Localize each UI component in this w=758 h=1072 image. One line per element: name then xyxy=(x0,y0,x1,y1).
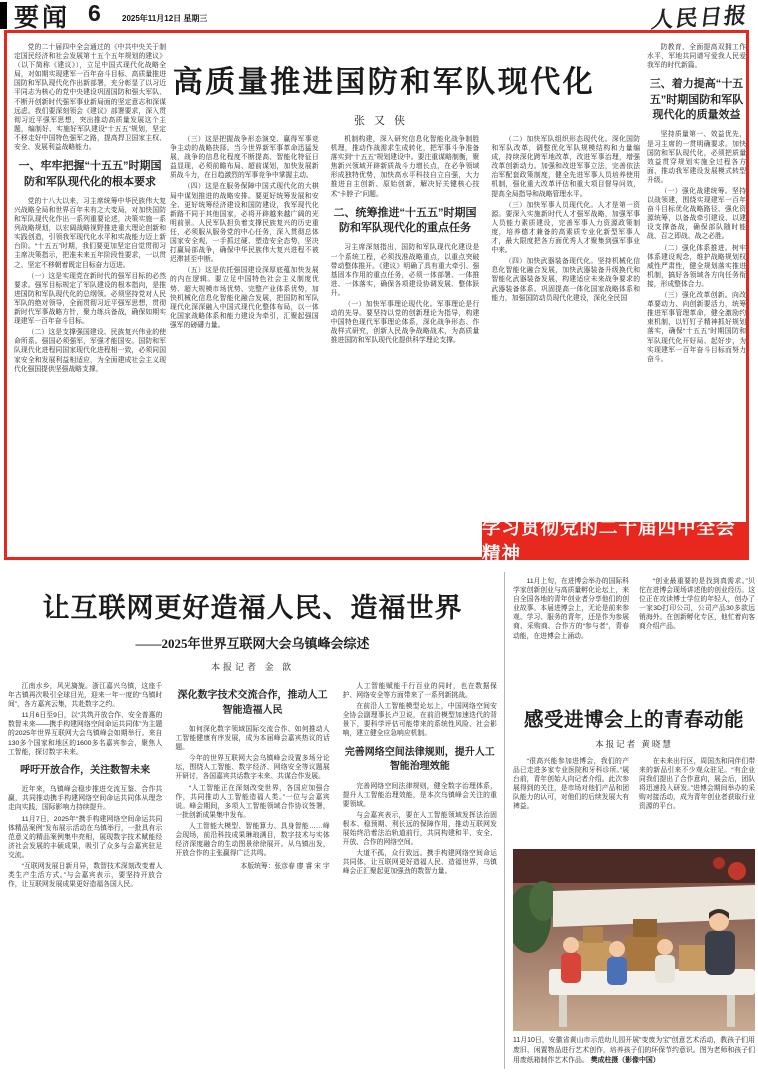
expo-top-columns xyxy=(513,577,755,695)
internet-columns xyxy=(8,682,497,1054)
internet-headline: 让互联网更好造福人民、造福世界 xyxy=(42,593,463,623)
lead-paragraph: （三）强化改革创新。向改革要动力、向创新要活力，统筹推进军事管理革命，健全激励约束机制，以钉钉子精神抓好规划落实，确保“十五五”时期国防和军队现代化开好局、起好步，为实现建军一百年奋斗目标而努力奋斗。 xyxy=(647,292,746,363)
lead-paragraph: 党的十八大以来，习主席统筹中华民族伟大复兴战略全局和世界百年未有之大变局，对加快国防和军队现代化作出一系列重要论述，决策实施一系列战略规划，以宏阔战略视野推进重大理论创新和实践创造，引领我军现代化水平和实战能力迈上新台阶。“十五五”时期，我们要更加坚定自觉贯彻习主席决策指示，把准未来五年阶段性要求，一以贯之、坚定不移朝着既定目标奋力迈进。 xyxy=(14,197,166,269)
internet-paragraph: 11月6日至9日，以“共筑开放合作、安全普惠的数智未来——携手构建网络空间命运共同体”为主题的2025年世界互联网大会乌镇峰会如期举行。来自130多个国家和地区的1600多名嘉宾参会，聚焦人工智能，探讨数字未来。 xyxy=(8,712,163,756)
expo-column xyxy=(513,757,629,843)
corner-bar xyxy=(0,2,7,29)
lead-paragraph: 坚持质量第一、效益优先，是习主席的一贯明确要求。加快国防和军队现代化，必须把质量效益贯穿规划实施全过程各方面，推动我军建设发展模式转型升级。 xyxy=(647,131,746,184)
page-number: 6 xyxy=(88,0,101,26)
internet-column-3 xyxy=(343,682,497,1054)
expo-paragraph: 11月上旬，在进博会举办的国际科学家创新创业与高质量孵化论坛上，来自全国各地的青年创业者分享他们的创业故事。本届进博会上，无论是前来参观、学习、服务的青年，还是作为参展商、采购商、合作方的“参与者”，青春动能，在进博会上涌动。 xyxy=(513,578,629,640)
lead-author: 张又侠 xyxy=(354,115,414,127)
internet-subtitle: ——2025年世界互联网大会乌镇峰会综述 xyxy=(135,636,370,651)
internet-column-1 xyxy=(8,682,162,1054)
lead-article-box xyxy=(4,30,749,564)
internet-paragraph: 今年的世界互联网大会乌镇峰会设置多场分论坛，围绕人工智能、数字经济、网络安全等议题展开研讨，各国嘉宾共话数字未来、共谋合作发展。 xyxy=(175,755,330,781)
internet-paragraph: 江南水乡，风光旖旎。浙江嘉兴乌镇，这座千年古镇再次吸引全球目光，迎来一年一度的“乌镇时间”，各方嘉宾云集，共赴数字之约。 xyxy=(8,683,163,709)
lead-column-4 xyxy=(491,135,640,549)
study-banner: 学习贯彻党的二十届四中全会精神 xyxy=(482,522,746,557)
internet-column-2 xyxy=(175,682,329,1054)
internet-subhead-3: 完善网络空间法律规则，提升人工智能治理效能 xyxy=(344,746,495,773)
expo-mid-columns xyxy=(513,757,755,843)
internet-article xyxy=(8,572,497,1054)
internet-paragraph: “互联网发展日新月异，数智技术深刻改变着人类生产生活方式。”与会嘉宾表示，要坚持开放合作，让互联网发展成果更好造福各国人民。 xyxy=(8,863,163,889)
photo-caption xyxy=(513,1036,755,1066)
expo-byline: 本报记者 黄晓慧 xyxy=(595,739,673,749)
expo-article xyxy=(504,572,755,1069)
internet-paragraph: “人工智能正在深刻改变世界，各国应加强合作，共同推动人工智能造福人类。”一位与会嘉宾说。峰会期间，多项人工智能领域合作协议签署，一批创新成果集中发布。 xyxy=(175,784,330,819)
expo-column xyxy=(513,577,629,695)
section-heading-1: 一、牢牢把握“十五五”时期国防和军队现代化的根本要求 xyxy=(18,160,162,188)
internet-paragraph: 完善网络空间法律规则，健全数字治理体系，提升人工智能治理效能，是本次乌镇峰会关注的重要领域。 xyxy=(342,782,497,808)
section-heading-3: 三、着力提高“十五五”时期国防和军队现代化的质量效益 xyxy=(649,78,744,122)
internet-byline: 本报记者 金 歆 xyxy=(210,662,294,672)
lead-paragraph: （三）加快军事人员现代化。人才是第一资源。要深入实施新时代人才强军战略，加强军事人员能力素质建设，完善军事人力资源政策制度，培养德才兼备的高素质专业化新型军事人才，最大限度把各方面优秀人才聚集到强军事业中来。 xyxy=(491,201,641,255)
expo-column xyxy=(639,757,755,843)
section-label: 要闻 xyxy=(14,4,71,32)
lead-paragraph: 习主席深刻指出，国防和军队现代化建设是一个系统工程，必须找准战略重点，以重点突破带动整体推开。《建议》明确了具有重大牵引、强基固本作用的重点任务，必须一体部署、一体推进、一体落实，确保各项建设协调发展、整体跃升。 xyxy=(330,244,480,297)
lead-paragraph: 防教育、全面提高双拥工作水平，军地共同谱写爱我人民爱我军的时代新篇。 xyxy=(647,44,746,70)
lead-column-2 xyxy=(170,135,319,549)
lead-paragraph: （一）加快军事理论现代化。军事理论是行动的先导。要坚持以党的创新理论为指导，构建中国特色现代军事理论体系，深化战争形态、作战样式研究，创新人民战争战略战术，为高质量推进国防和军队现代化提供科学理论支撑。 xyxy=(330,301,480,345)
internet-paragraph: 11月7日，2025年“携手构建网络空间命运共同体精品案例”发布展示活动在乌镇举行，一批具有示范意义的精品案例集中亮相，展现数字技术赋能经济社会发展的丰硕成果，吸引了众多与会嘉宾驻足交流。 xyxy=(8,815,163,859)
lead-paragraph: （四）这是在服务保障中国式现代化的大棋局中谋划推进的战略安排。要更好统筹发展和安全、更好统筹经济建设和国防建设，我军现代化新路不同于其他国家，必将开辟越来越广阔的光明前景。人民军队担负着支撑民族复兴的历史重任，必须服从服务党的中心任务，深入贯彻总体国家安全观，一手抓过硬、塑造安全态势，坚决打赢局部战争，确保中华民族伟大复兴进程不被迟滞甚至中断。 xyxy=(170,183,319,264)
lead-column-1 xyxy=(14,43,166,547)
lead-column-5 xyxy=(647,43,746,547)
lead-paragraph: （二）加快军队组织形态现代化。深化国防和军队改革，调整优化军队规模结构和力量编成，持续深化跨军地改革，改进军事治理，增强改革创新动力。加强和改进军事立法，完善依法治军配套政策制度，健全先进军事人员培养使用机制，强化重大改革评估和重大项目督导问效，提高全局指导和战略管理水平。 xyxy=(491,136,641,198)
lead-column-3 xyxy=(331,135,480,549)
internet-paragraph: 大道不孤，众行致远。携手构建网络空间命运共同体，让互联网更好造福人民、造福世界，乌镇峰会正汇聚起更加强劲的数智力量。 xyxy=(342,850,497,876)
lead-headline: 高质量推进国防和军队现代化 xyxy=(172,66,596,99)
internet-paragraph: 如何深化数字领域国际交流合作、如何推动人工智能健康有序发展，成为本届峰会嘉宾热议的话题。 xyxy=(175,726,330,752)
expo-headline: 感受进博会上的青春动能 xyxy=(523,710,744,731)
masthead-logo: 人民日报 xyxy=(649,2,750,33)
internet-paragraph: 在前沿人工智能模型论坛上，中国网络空间安全协会副理事长卢卫说，在前沿模型加速迭代的背景下，要科学评估可能带来的系统性风险、社会影响，建立健全应急响应机制。 xyxy=(342,703,497,738)
lead-paragraph: 机制构建，深入研究信息化智能化战争制胜机理，推动作战需求生成转化，把军事斗争准备落实到“十五五”规划建设中。要注重谋略制衡，聚焦新兴领域开辟新质战斗力增长点，在必争领域形成独特优势，加快高水平科技自立自强，大力推进自主创新、原始创新，解决好关键核心技术“卡脖子”问题。 xyxy=(330,136,480,198)
expo-paragraph: “创业最重要的是找到真需求。”贝佗在进博会现场讲述他的创业经历。这位正在攻读博士学位的年轻人，创办了一家3D打印公司，公司产品30多款远销海外。在创新孵化专区，他忙着向客商介绍产品。 xyxy=(639,578,755,631)
lead-middle-columns xyxy=(170,135,640,549)
lead-paragraph: （二）这是支撑强国建设、民族复兴伟业的使命所系。强国必须强军，军强才能国安。国防和军队现代化进程同国家现代化进程相一致，必须同国家安全和发展利益相适应，为全面建成社会主义现代化强国提供坚强战略支撑。 xyxy=(14,329,166,373)
news-photo xyxy=(513,849,755,1031)
lead-headline-block xyxy=(170,57,598,128)
lead-paragraph: （三）这是把握战争形态演变、赢得军事竞争主动的战略抉择。当今世界新军事革命迅猛发展，战争的信息化程度不断提高、智能化特征日益显现，必须前瞻布局、超前谋划，加快发展新质战斗力，在日趋激烈的军事竞争中掌握主动。 xyxy=(170,136,319,180)
section-heading-2: 二、统筹推进“十五五”时期国防和军队现代化的重点任务 xyxy=(333,206,477,235)
internet-paragraph: 近年来，乌镇峰会稳步推进交流互鉴、合作共赢，共同推动携手构建网络空间命运共同体从理念走向实践，国际影响力持续提升。 xyxy=(8,786,163,812)
lead-paragraph: （五）这是依托强国建设深厚底蕴加快发展的内在逻辑。要立足中国特色社会主义制度优势、超大规模市场优势、完整产业体系优势，加快机械化信息化智能化融合发展，把国防和军队现代化深深融入中国式现代化整体布局，以一体化国家战略体系和能力建设为牵引，汇聚起强国强军的磅礴力量。 xyxy=(170,267,319,329)
internet-credit: 本版统筹：张彦春 廖 睿 宋 宇 xyxy=(240,863,330,871)
internet-paragraph: 人工智能大模型、智能算力、具身智能……峰会现场，前沿科技成果琳琅满目，数字技术与实体经济深度融合的生动图景徐徐展开。从乌镇出发，开放合作的主张赢得广泛共鸣。 xyxy=(175,822,330,858)
lead-paragraph: （四）加快武器装备现代化。坚持机械化信息化智能化融合发展，加快武器装备升级换代和智能化武器装备发展，构建适应未来战争要求的武器装备体系。巩固提高一体化国家战略体系和能力，加强国防动员现代化建设，深化全民国 xyxy=(491,258,641,302)
expo-paragraph: “很高兴能参加进博会，我们的产品已走进多家专业医院和牙科诊所。”展台前，青年创始人向记者介绍。此次参展得到的关注，是市场对他们产品和团队能力的认可，对他们的后续发展大有裨益。 xyxy=(513,758,629,811)
lead-paragraph: （一）这是实现党在新时代的强军目标的必然要求。强军目标规定了军队建设的根本指向，是推进国防和军队现代化的总纲领。必须坚持党对人民军队的绝对领导，全面贯彻习近平强军思想，贯彻新时代军事战略方针，聚力练兵备战，确保如期实现建军一百年奋斗目标。 xyxy=(14,272,166,326)
expo-column xyxy=(639,577,755,695)
internet-subhead-2: 深化数字技术交流合作，推动人工智能造福人民 xyxy=(177,690,328,716)
internet-paragraph: 与会嘉宾表示，要在人工智能领域发挥法治固根本、稳预期、利长远的保障作用，推动互联网发展始终沿着法治轨道前行，共同构建和平、安全、开放、合作的网络空间。 xyxy=(342,811,497,847)
internet-paragraph: 人工智能赋能千行百业的同时，也在数据保护、网络安全等方面带来了一系列新挑战。 xyxy=(342,683,497,700)
lead-paragraph: （二）强化体系推进。树牢体系建设观念，维护战略规划权威性严肃性，健全规划落实推进机制，搞好各领域各方向任务衔接，形成整体合力。 xyxy=(647,244,746,288)
internet-subhead-1: 呼吁开放合作，关注数智未来 xyxy=(20,764,151,776)
expo-paragraph: 在未来出行区，周国杰和同伴们带来的新品引来不少观众驻足。“有企业同我们提出了合作意向，展会后，团队将迅速投入研发。”进博会期间举办的采购对接活动，成为青年创业者获取行业资源的平台。 xyxy=(639,758,755,811)
photo-caption-text: 11月10日，安徽省黄山市示范幼儿园开展“变废为宝”创意艺术活动，教孩子们用废旧、闲置物品进行艺术创作，培养孩子们的环保节约意识。图为老师和孩子们用废纸箱制作艺术作品。 xyxy=(513,1037,755,1064)
date-line: 2025年11月12日 星期三 xyxy=(122,14,208,23)
lead-paragraph: 党的二十届四中全会通过的《中共中央关于制定国民经济和社会发展第十五个五年规划的建议》（以下简称《建议》），立足中国式现代化战略全局，对如期实现建军一百年奋斗目标、高质量推进国防和军队现代化作出新部署，充分彰显了以习近平同志为核心的党中央建设巩固国防和强大军队、不断开创新时代强军事业新局面的坚定意志和深谋远虑。我们要深刻领会《建议》部署要求，深入贯彻习近平强军思想，突出推动高质量发展这个主题，编制好、实施好军队建设“十五五”规划，坚定不移走好中国特色强军之路，提高捍卫国家主权、安全、发展利益战略能力。 xyxy=(14,44,166,152)
photo-credit: 樊成柱摄（影像中国） xyxy=(590,1057,660,1064)
lead-paragraph: （一）强化战建统筹。坚持以战领建，围绕实现建军一百年奋斗目标优化战略路径、强化资源统筹，以备战牵引建设、以建设支撑备战，确保部队随时能战、召之即战、战之必胜。 xyxy=(647,188,746,241)
